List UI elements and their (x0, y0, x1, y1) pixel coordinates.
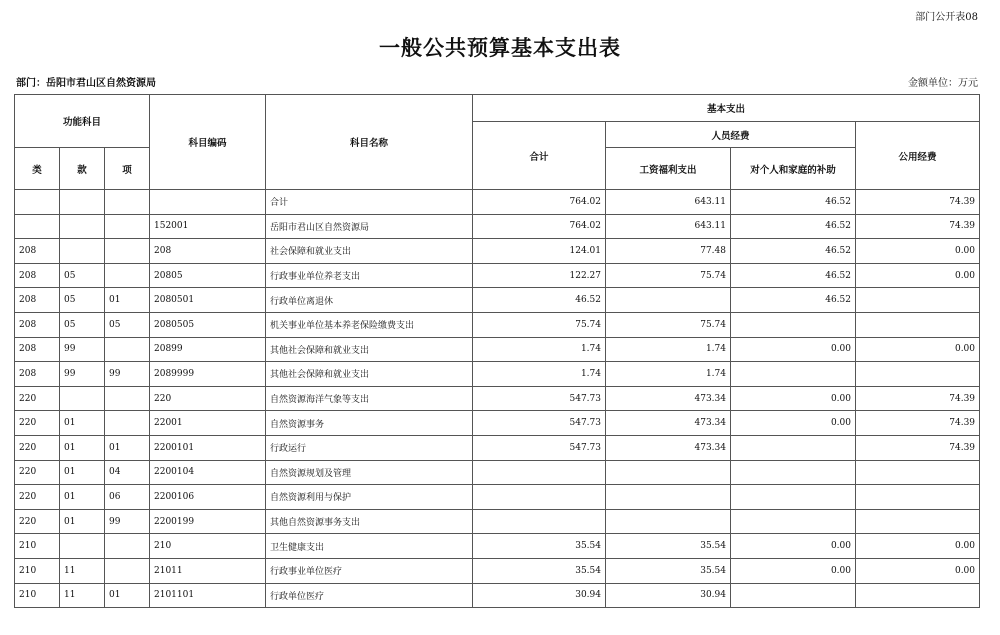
cell-public-expenses (856, 312, 980, 337)
cell-lei: 208 (15, 239, 60, 264)
cell-public-expenses: 74.39 (856, 214, 980, 239)
cell-kuan: 05 (60, 288, 105, 313)
cell-xiang (105, 386, 150, 411)
cell-household-subsidy (731, 460, 856, 485)
table-row (15, 485, 980, 510)
cell-kuan: 99 (60, 362, 105, 387)
cell-kuan: 01 (60, 485, 105, 510)
cell-subject-name: 其他社会保障和就业支出 (266, 337, 473, 362)
cell-xiang (105, 558, 150, 583)
cell-kuan: 01 (60, 509, 105, 534)
cell-salary-welfare: 35.54 (606, 534, 731, 559)
cell-salary-welfare (606, 485, 731, 510)
cell-public-expenses (856, 288, 980, 313)
cell-lei: 208 (15, 337, 60, 362)
cell-household-subsidy: 46.52 (731, 190, 856, 215)
table-row (15, 263, 980, 288)
cell-xiang (105, 263, 150, 288)
cell-subject-name: 机关事业单位基本养老保险缴费支出 (266, 312, 473, 337)
cell-xiang: 01 (105, 583, 150, 608)
cell-total: 547.73 (473, 411, 606, 436)
cell-xiang (105, 337, 150, 362)
cell-lei: 210 (15, 534, 60, 559)
header-basic-expenditure: 基本支出 (473, 95, 980, 122)
cell-kuan (60, 239, 105, 264)
cell-xiang: 99 (105, 509, 150, 534)
cell-kuan (60, 534, 105, 559)
cell-subject-name: 自然资源利用与保护 (266, 485, 473, 510)
cell-subject-code: 2200106 (150, 485, 266, 510)
cell-total (473, 509, 606, 534)
cell-salary-welfare: 77.48 (606, 239, 731, 264)
table-row (15, 214, 980, 239)
cell-kuan: 01 (60, 435, 105, 460)
cell-household-subsidy (731, 312, 856, 337)
cell-lei: 208 (15, 312, 60, 337)
cell-subject-name: 岳阳市君山区自然资源局 (266, 214, 473, 239)
header-household-subsidy: 对个人和家庭的补助 (731, 148, 856, 190)
cell-xiang: 99 (105, 362, 150, 387)
cell-subject-code: 152001 (150, 214, 266, 239)
cell-household-subsidy (731, 362, 856, 387)
cell-subject-name: 自然资源事务 (266, 411, 473, 436)
header-kuan: 款 (60, 148, 105, 190)
cell-public-expenses (856, 509, 980, 534)
header-subject-name: 科目名称 (266, 95, 473, 190)
budget-table (14, 94, 980, 608)
header-personnel-expenses: 人员经费 (606, 122, 856, 148)
cell-subject-name: 其他社会保障和就业支出 (266, 362, 473, 387)
form-number: 部门公开表08 (915, 12, 978, 23)
cell-public-expenses: 74.39 (856, 435, 980, 460)
cell-subject-name: 行政单位离退休 (266, 288, 473, 313)
cell-public-expenses (856, 362, 980, 387)
cell-salary-welfare: 1.74 (606, 362, 731, 387)
cell-public-expenses: 74.39 (856, 190, 980, 215)
cell-household-subsidy (731, 485, 856, 510)
cell-salary-welfare: 473.34 (606, 411, 731, 436)
cell-total: 547.73 (473, 386, 606, 411)
cell-subject-code: 2080505 (150, 312, 266, 337)
table-row (15, 558, 980, 583)
cell-household-subsidy: 46.52 (731, 263, 856, 288)
cell-subject-code: 20899 (150, 337, 266, 362)
cell-public-expenses: 0.00 (856, 558, 980, 583)
cell-subject-name: 自然资源规划及管理 (266, 460, 473, 485)
cell-lei: 208 (15, 288, 60, 313)
header-xiang: 项 (105, 148, 150, 190)
cell-kuan: 01 (60, 411, 105, 436)
cell-household-subsidy: 0.00 (731, 411, 856, 436)
cell-public-expenses (856, 460, 980, 485)
cell-subject-code: 21011 (150, 558, 266, 583)
header-lei: 类 (15, 148, 60, 190)
cell-household-subsidy: 0.00 (731, 534, 856, 559)
cell-total: 1.74 (473, 337, 606, 362)
cell-subject-name: 合计 (266, 190, 473, 215)
header-salary-welfare: 工资福利支出 (606, 148, 731, 190)
header-total: 合计 (473, 122, 606, 190)
cell-kuan: 05 (60, 312, 105, 337)
cell-xiang (105, 411, 150, 436)
cell-kuan: 11 (60, 583, 105, 608)
cell-total (473, 485, 606, 510)
table-row (15, 460, 980, 485)
cell-total: 35.54 (473, 558, 606, 583)
cell-kuan: 01 (60, 460, 105, 485)
cell-total: 122.27 (473, 263, 606, 288)
cell-lei: 210 (15, 583, 60, 608)
cell-total: 75.74 (473, 312, 606, 337)
cell-total (473, 460, 606, 485)
cell-public-expenses: 0.00 (856, 534, 980, 559)
cell-public-expenses: 0.00 (856, 263, 980, 288)
cell-lei (15, 190, 60, 215)
table-row (15, 386, 980, 411)
cell-xiang: 06 (105, 485, 150, 510)
cell-household-subsidy (731, 583, 856, 608)
cell-subject-code: 208 (150, 239, 266, 264)
cell-lei: 210 (15, 558, 60, 583)
cell-xiang (105, 214, 150, 239)
cell-subject-code: 220 (150, 386, 266, 411)
cell-total: 764.02 (473, 190, 606, 215)
table-row (15, 239, 980, 264)
cell-xiang: 01 (105, 435, 150, 460)
cell-lei: 220 (15, 411, 60, 436)
cell-public-expenses: 0.00 (856, 239, 980, 264)
cell-kuan: 11 (60, 558, 105, 583)
table-row (15, 583, 980, 608)
cell-subject-name: 社会保障和就业支出 (266, 239, 473, 264)
table-body (15, 190, 980, 608)
cell-xiang: 04 (105, 460, 150, 485)
cell-total: 764.02 (473, 214, 606, 239)
cell-household-subsidy: 0.00 (731, 386, 856, 411)
cell-subject-name: 行政事业单位养老支出 (266, 263, 473, 288)
cell-kuan: 05 (60, 263, 105, 288)
cell-lei: 220 (15, 435, 60, 460)
cell-salary-welfare: 35.54 (606, 558, 731, 583)
table-row (15, 362, 980, 387)
cell-lei (15, 214, 60, 239)
cell-salary-welfare: 1.74 (606, 337, 731, 362)
cell-public-expenses: 0.00 (856, 337, 980, 362)
cell-lei: 220 (15, 485, 60, 510)
amount-unit-label: 金额单位：万元 (908, 78, 978, 89)
cell-salary-welfare: 643.11 (606, 214, 731, 239)
cell-salary-welfare: 75.74 (606, 263, 731, 288)
table-row (15, 534, 980, 559)
cell-kuan: 99 (60, 337, 105, 362)
cell-xiang (105, 190, 150, 215)
cell-salary-welfare (606, 509, 731, 534)
cell-household-subsidy: 46.52 (731, 239, 856, 264)
cell-lei: 220 (15, 460, 60, 485)
cell-subject-code: 2200101 (150, 435, 266, 460)
cell-subject-name: 卫生健康支出 (266, 534, 473, 559)
cell-public-expenses (856, 583, 980, 608)
table-row (15, 190, 980, 215)
cell-kuan (60, 190, 105, 215)
page-title: 一般公共预算基本支出表 (379, 36, 621, 60)
cell-lei: 220 (15, 386, 60, 411)
cell-salary-welfare: 75.74 (606, 312, 731, 337)
cell-household-subsidy: 0.00 (731, 558, 856, 583)
cell-subject-code: 210 (150, 534, 266, 559)
cell-salary-welfare (606, 460, 731, 485)
table-row (15, 435, 980, 460)
table-row (15, 411, 980, 436)
cell-kuan (60, 214, 105, 239)
cell-subject-name: 其他自然资源事务支出 (266, 509, 473, 534)
cell-total: 30.94 (473, 583, 606, 608)
cell-subject-code: 2200199 (150, 509, 266, 534)
cell-subject-code: 2089999 (150, 362, 266, 387)
cell-salary-welfare: 473.34 (606, 386, 731, 411)
cell-subject-code (150, 190, 266, 215)
cell-salary-welfare: 473.34 (606, 435, 731, 460)
table-row (15, 337, 980, 362)
cell-kuan (60, 386, 105, 411)
header-function-subject: 功能科目 (15, 95, 150, 148)
cell-subject-name: 行政运行 (266, 435, 473, 460)
cell-lei: 208 (15, 263, 60, 288)
table-row (15, 509, 980, 534)
table-row (15, 288, 980, 313)
cell-total: 1.74 (473, 362, 606, 387)
cell-public-expenses (856, 485, 980, 510)
cell-salary-welfare (606, 288, 731, 313)
cell-xiang: 01 (105, 288, 150, 313)
cell-xiang: 05 (105, 312, 150, 337)
cell-subject-code: 2080501 (150, 288, 266, 313)
cell-household-subsidy: 0.00 (731, 337, 856, 362)
cell-xiang (105, 239, 150, 264)
cell-lei: 220 (15, 509, 60, 534)
cell-subject-name: 行政单位医疗 (266, 583, 473, 608)
cell-household-subsidy (731, 435, 856, 460)
cell-subject-code: 2101101 (150, 583, 266, 608)
cell-subject-code: 2200104 (150, 460, 266, 485)
header-subject-code: 科目编码 (150, 95, 266, 190)
cell-household-subsidy: 46.52 (731, 214, 856, 239)
cell-household-subsidy (731, 509, 856, 534)
cell-salary-welfare: 643.11 (606, 190, 731, 215)
cell-total: 547.73 (473, 435, 606, 460)
table-row (15, 312, 980, 337)
cell-xiang (105, 534, 150, 559)
cell-public-expenses: 74.39 (856, 386, 980, 411)
cell-household-subsidy: 46.52 (731, 288, 856, 313)
cell-total: 124.01 (473, 239, 606, 264)
department-label: 部门：岳阳市君山区自然资源局 (16, 78, 156, 89)
cell-total: 35.54 (473, 534, 606, 559)
cell-public-expenses: 74.39 (856, 411, 980, 436)
cell-subject-name: 自然资源海洋气象等支出 (266, 386, 473, 411)
cell-subject-code: 22001 (150, 411, 266, 436)
cell-subject-code: 20805 (150, 263, 266, 288)
cell-lei: 208 (15, 362, 60, 387)
header-public-expenses: 公用经费 (856, 122, 980, 190)
cell-total: 46.52 (473, 288, 606, 313)
cell-subject-name: 行政事业单位医疗 (266, 558, 473, 583)
cell-salary-welfare: 30.94 (606, 583, 731, 608)
